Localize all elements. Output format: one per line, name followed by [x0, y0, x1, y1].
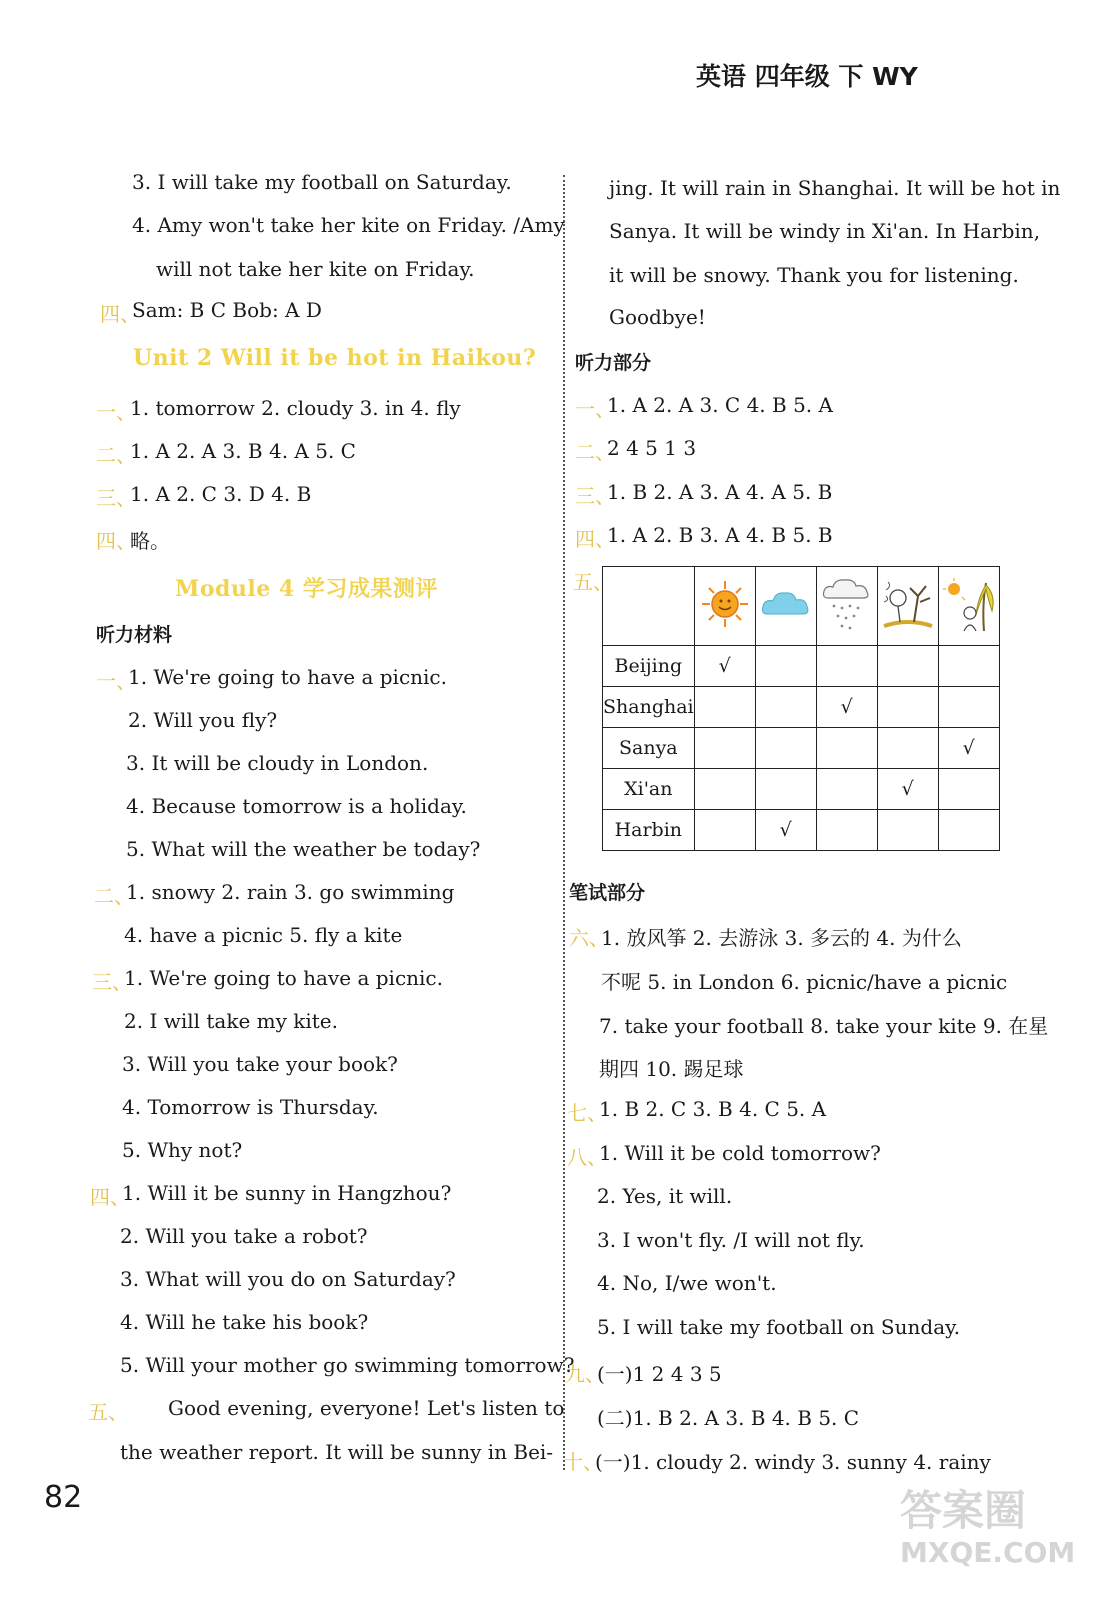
- check-cell: [694, 728, 755, 769]
- section-heading: 听力部分: [575, 352, 652, 374]
- answer-line: 5. I will take my football on Sunday.: [597, 1315, 961, 1339]
- answer-line: 1. We're going to have a picnic.: [124, 966, 443, 990]
- weather-table: [602, 566, 1000, 851]
- answer-line: 1. A 2. C 3. D 4. B: [130, 482, 312, 506]
- check-cell: [877, 728, 938, 769]
- answer-line: 3. I will take my football on Saturday.: [132, 170, 512, 194]
- check-cell: [877, 810, 938, 851]
- check-cell: [816, 769, 877, 810]
- section-marker: 一、: [575, 397, 615, 421]
- page-header-title: 英语 四年级 下 WY: [696, 62, 918, 91]
- check-cell: [694, 810, 755, 851]
- page-number: 82: [44, 1480, 83, 1515]
- answer-line: 1. A 2. A 3. B 4. A 5. C: [130, 439, 356, 463]
- cloudy-icon: [755, 567, 816, 646]
- table-row: [603, 687, 1000, 728]
- section-marker: 五、: [573, 570, 613, 594]
- column-divider: [563, 175, 565, 1470]
- answer-line: 5. What will the weather be today?: [126, 837, 481, 861]
- answer-line: jing. It will rain in Shanghai. It will be hot in: [609, 176, 1061, 200]
- table-row: [603, 810, 1000, 851]
- section-marker: 二、: [96, 443, 136, 467]
- section-marker: 二、: [94, 884, 134, 908]
- table-header-row: [603, 567, 1000, 646]
- check-cell: [938, 646, 999, 687]
- section-marker: 九、: [565, 1362, 605, 1386]
- check-mark: √: [938, 728, 999, 769]
- answer-line: 3. I won't fly. /I will not fly.: [597, 1228, 865, 1252]
- answer-line: 1. A 2. A 3. C 4. B 5. A: [607, 393, 833, 417]
- section-marker: 四、: [96, 529, 136, 553]
- check-mark: √: [877, 769, 938, 810]
- answer-line: 4. have a picnic 5. fly a kite: [124, 923, 403, 947]
- table-row: [603, 646, 1000, 687]
- sunny-icon: [694, 567, 755, 646]
- answer-line: 1. We're going to have a picnic.: [128, 665, 447, 689]
- answer-line: 3. Will you take your book?: [122, 1052, 398, 1076]
- answer-line: 1. A 2. B 3. A 4. B 5. B: [607, 523, 833, 547]
- module-title: Module 4 学习成果测评: [175, 576, 438, 602]
- check-cell: [755, 687, 816, 728]
- section-marker: 八、: [567, 1145, 607, 1169]
- city-cell: Harbin: [603, 810, 695, 851]
- answer-line: 1. tomorrow 2. cloudy 3. in 4. fly: [130, 396, 461, 420]
- city-cell: Sanya: [603, 728, 695, 769]
- answer-line: 5. Why not?: [122, 1138, 243, 1162]
- answer-line: it will be snowy. Thank you for listening.: [609, 263, 1019, 287]
- answer-line: (一)1 2 4 3 5: [597, 1362, 722, 1386]
- section-marker: 十、: [563, 1450, 603, 1474]
- answer-line: 4. Amy won't take her kite on Friday. /Amy: [132, 213, 565, 237]
- watermark-text: 答案圈: [900, 1486, 1027, 1535]
- section-marker: 七、: [567, 1101, 607, 1125]
- answer-line: 1. B 2. C 3. B 4. C 5. A: [599, 1097, 827, 1121]
- section-marker: 四、: [100, 302, 140, 326]
- section-marker: 二、: [575, 440, 615, 464]
- answer-line: Good evening, everyone! Let's listen to: [168, 1396, 565, 1420]
- section-marker: 四、: [575, 527, 615, 551]
- unit-title: Unit 2 Will it be hot in Haikou?: [133, 345, 537, 371]
- answer-line: (二)1. B 2. A 3. B 4. B 5. C: [597, 1406, 860, 1430]
- check-cell: [755, 728, 816, 769]
- answer-line: 1. B 2. A 3. A 4. A 5. B: [607, 480, 833, 504]
- check-mark: √: [755, 810, 816, 851]
- check-cell: [938, 687, 999, 728]
- answer-line: will not take her kite on Friday.: [156, 257, 475, 281]
- section-heading: 听力材料: [96, 624, 173, 646]
- check-mark: √: [816, 687, 877, 728]
- section-marker: 六、: [569, 926, 609, 950]
- answer-line: the weather report. It will be sunny in Bei-: [120, 1440, 554, 1464]
- check-cell: [877, 646, 938, 687]
- hot-icon: [938, 567, 999, 646]
- check-cell: [755, 646, 816, 687]
- answer-line: 期四 10. 踢足球: [599, 1057, 744, 1081]
- check-cell: [816, 728, 877, 769]
- section-marker: 三、: [92, 970, 132, 994]
- answer-line: 不呢 5. in London 6. picnic/have a picnic: [601, 970, 1008, 994]
- answer-line: Sanya. It will be windy in Xi'an. In Harbin,: [609, 219, 1041, 243]
- answer-line: 5. Will your mother go swimming tomorrow?: [120, 1353, 575, 1377]
- answer-line: 3. What will you do on Saturday?: [120, 1267, 456, 1291]
- windy-icon: [877, 567, 938, 646]
- section-marker: 一、: [96, 669, 136, 693]
- answer-line: 2 4 5 1 3: [607, 436, 697, 460]
- answer-line: Goodbye!: [609, 305, 706, 329]
- city-cell: Shanghai: [603, 687, 695, 728]
- check-cell: [755, 769, 816, 810]
- table-row: [603, 728, 1000, 769]
- answer-line: 3. It will be cloudy in London.: [126, 751, 429, 775]
- rainy-icon: [816, 567, 877, 646]
- city-cell: Beijing: [603, 646, 695, 687]
- city-cell: Xi'an: [603, 769, 695, 810]
- check-cell: [938, 769, 999, 810]
- check-cell: [816, 646, 877, 687]
- answer-line: 2. Will you take a robot?: [120, 1224, 368, 1248]
- section-marker: 五、: [88, 1400, 128, 1424]
- check-cell: [694, 687, 755, 728]
- section-heading: 笔试部分: [569, 882, 646, 904]
- check-cell: [877, 687, 938, 728]
- answer-line: Sam: B C Bob: A D: [132, 298, 322, 322]
- answer-line: 4. Because tomorrow is a holiday.: [126, 794, 467, 818]
- answer-line: 2. I will take my kite.: [124, 1009, 339, 1033]
- answer-line: 4. No, I/we won't.: [597, 1271, 777, 1295]
- answer-line: 1. 放风筝 2. 去游泳 3. 多云的 4. 为什么: [601, 926, 962, 950]
- watermark-url: MXQE.COM: [900, 1536, 1076, 1569]
- answer-line: 1. Will it be cold tomorrow?: [599, 1141, 881, 1165]
- section-marker: 四、: [90, 1185, 130, 1209]
- answer-line: (一)1. cloudy 2. windy 3. sunny 4. rainy: [595, 1450, 991, 1474]
- section-marker: 一、: [96, 400, 136, 424]
- answer-line: 4. Will he take his book?: [120, 1310, 369, 1334]
- table-row: [603, 769, 1000, 810]
- answer-line: 4. Tomorrow is Thursday.: [122, 1095, 379, 1119]
- check-mark: √: [694, 646, 755, 687]
- section-marker: 三、: [575, 484, 615, 508]
- answer-line: 7. take your football 8. take your kite 9. 在星: [599, 1014, 1049, 1038]
- check-cell: [816, 810, 877, 851]
- answer-line: 1. snowy 2. rain 3. go swimming: [126, 880, 455, 904]
- check-cell: [938, 810, 999, 851]
- answer-line: 1. Will it be sunny in Hangzhou?: [122, 1181, 452, 1205]
- answer-line: 略。: [130, 529, 170, 553]
- answer-line: 2. Will you fly?: [128, 708, 278, 732]
- answer-line: 2. Yes, it will.: [597, 1184, 733, 1208]
- check-cell: [694, 769, 755, 810]
- section-marker: 三、: [96, 486, 136, 510]
- table-corner-cell: [603, 567, 695, 646]
